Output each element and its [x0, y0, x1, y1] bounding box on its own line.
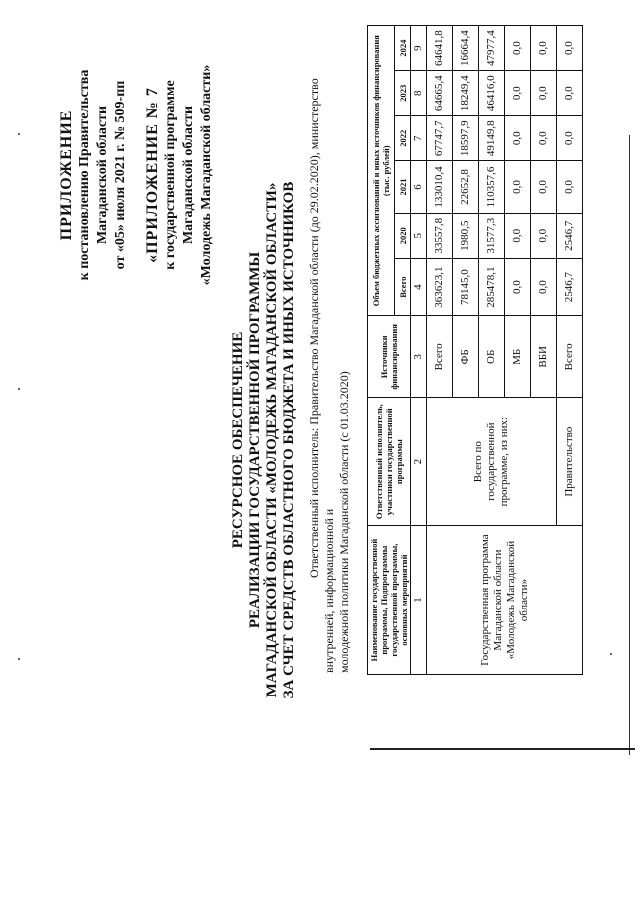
value-cell: 133010,4	[427, 161, 453, 213]
responsible-executor-text	[307, 33, 352, 673]
value-cell: 0,0	[531, 161, 557, 213]
scan-speck	[610, 653, 612, 655]
sub-appendix-heading: «ПРИЛОЖЕНИЕ № 7	[144, 87, 161, 263]
value-cell: 0,0	[505, 258, 531, 316]
value-cell: 0,0	[531, 258, 557, 316]
executor-gov-cell: Правительство	[557, 398, 583, 526]
column-number: 7	[411, 116, 427, 161]
value-cell: 22652,8	[453, 161, 479, 213]
value-cell: 0,0	[531, 26, 557, 71]
value-cell: 64665,4	[427, 71, 453, 116]
table-header-row	[368, 26, 395, 675]
appendix-block	[58, 30, 216, 320]
value-cell: 0,0	[531, 213, 557, 258]
value-cell: 2546,7	[557, 213, 583, 258]
value-cell: 110357,6	[479, 161, 505, 213]
value-cell: 46416,0	[479, 71, 505, 116]
header-year: 2024	[395, 26, 411, 71]
source-cell: Всего	[427, 316, 453, 398]
value-cell: 0,0	[557, 161, 583, 213]
source-cell: ВБИ	[531, 316, 557, 398]
value-cell: 0,0	[505, 26, 531, 71]
source-cell: ОБ	[479, 316, 505, 398]
value-cell: 363623,1	[427, 258, 453, 316]
header-year: 2023	[395, 71, 411, 116]
appendix-date: от «05» июля 2021 г. № 509-пп	[113, 80, 128, 270]
value-cell: 0,0	[505, 116, 531, 161]
value-cell: 0,0	[531, 116, 557, 161]
table-row	[427, 26, 453, 675]
column-number: 1	[411, 526, 427, 675]
value-cell: 0,0	[557, 71, 583, 116]
value-cell: 0,0	[505, 71, 531, 116]
sub-appendix-line: «Молодежь Магаданской области»	[199, 64, 214, 286]
executor-line: Ответственный исполнитель: Правительство Магаданской области (до 29.02.2020), министерство внутренней, информационной и	[307, 78, 336, 673]
table-number-row	[411, 26, 427, 675]
scan-speck	[18, 658, 20, 660]
value-cell: 0,0	[505, 213, 531, 258]
column-number: 3	[411, 316, 427, 398]
value-cell: 64641,8	[427, 26, 453, 71]
sub-appendix-line: к государственной программе	[163, 80, 178, 270]
value-cell: 18597,9	[453, 116, 479, 161]
header-year: 2022	[395, 116, 411, 161]
value-cell: 0,0	[505, 161, 531, 213]
value-cell: 0,0	[557, 26, 583, 71]
source-cell: ФБ	[453, 316, 479, 398]
header-year: 2020	[395, 213, 411, 258]
sub-appendix-line: Магаданской области	[181, 105, 196, 245]
column-number: 2	[411, 398, 427, 526]
column-number: 4	[411, 258, 427, 316]
program-name-cell: Государственная программа Магаданской области «Молодежь Магаданской области»	[427, 526, 583, 675]
value-cell: 47977,4	[479, 26, 505, 71]
header-total: Всего	[395, 258, 411, 316]
value-cell: 67747,7	[427, 116, 453, 161]
header-program-name: Наименование государственной программы, Подпрограммы государственной программы, основных мероприятий	[368, 526, 411, 675]
header-year: 2021	[395, 161, 411, 213]
value-cell: 1980,5	[453, 213, 479, 258]
value-cell: 285478,1	[479, 258, 505, 316]
header-executor: Ответственный исполнитель, участники государственной программы	[368, 398, 411, 526]
value-cell: 0,0	[531, 71, 557, 116]
source-cell: Всего	[557, 316, 583, 398]
executor-line: молодежной политики Магаданской области (с 01.03.2020)	[337, 371, 351, 673]
column-number: 8	[411, 71, 427, 116]
scan-edge-bar	[370, 748, 635, 750]
title-line: РЕСУРСНОЕ ОБЕСПЕЧЕНИЕ	[230, 331, 246, 549]
value-cell: 18249,4	[453, 71, 479, 116]
resource-table	[367, 25, 583, 675]
value-cell: 78145,0	[453, 258, 479, 316]
header-sources: Источники финансирования	[368, 316, 411, 398]
appendix-line: к постановлению Правительства	[77, 69, 92, 281]
value-cell: 33557,8	[427, 213, 453, 258]
executor-total-cell: Всего по государственной программе, из них:	[427, 398, 557, 526]
column-number: 5	[411, 213, 427, 258]
title-line: МАГАДАНСКОЙ ОБЛАСТИ «МОЛОДЕЖЬ МАГАДАНСКОЙ ОБЛАСТИ»	[264, 182, 280, 698]
header-funding-volume: Объем бюджетных ассигнований и иных источников финансирования (тыс. рублей)	[368, 26, 395, 316]
document-title	[230, 90, 298, 790]
value-cell: 49149,8	[479, 116, 505, 161]
scan-edge-line	[629, 135, 630, 755]
column-number: 9	[411, 26, 427, 71]
source-cell: МБ	[505, 316, 531, 398]
title-line: РЕАЛИЗАЦИИ ГОСУДАРСТВЕННОЙ ПРОГРАММЫ	[247, 251, 263, 629]
value-cell: 2546,7	[557, 258, 583, 316]
value-cell: 0,0	[557, 116, 583, 161]
scan-speck	[18, 133, 20, 135]
scan-speck	[18, 388, 20, 390]
value-cell: 31577,3	[479, 213, 505, 258]
title-line: ЗА СЧЕТ СРЕДСТВ ОБЛАСТНОГО БЮДЖЕТА И ИНЫХ ИСТОЧНИКОВ	[281, 181, 297, 699]
appendix-heading: ПРИЛОЖЕНИЕ	[58, 109, 75, 241]
appendix-line: Магаданской области	[95, 105, 110, 245]
column-number: 6	[411, 161, 427, 213]
value-cell: 16664,4	[453, 26, 479, 71]
